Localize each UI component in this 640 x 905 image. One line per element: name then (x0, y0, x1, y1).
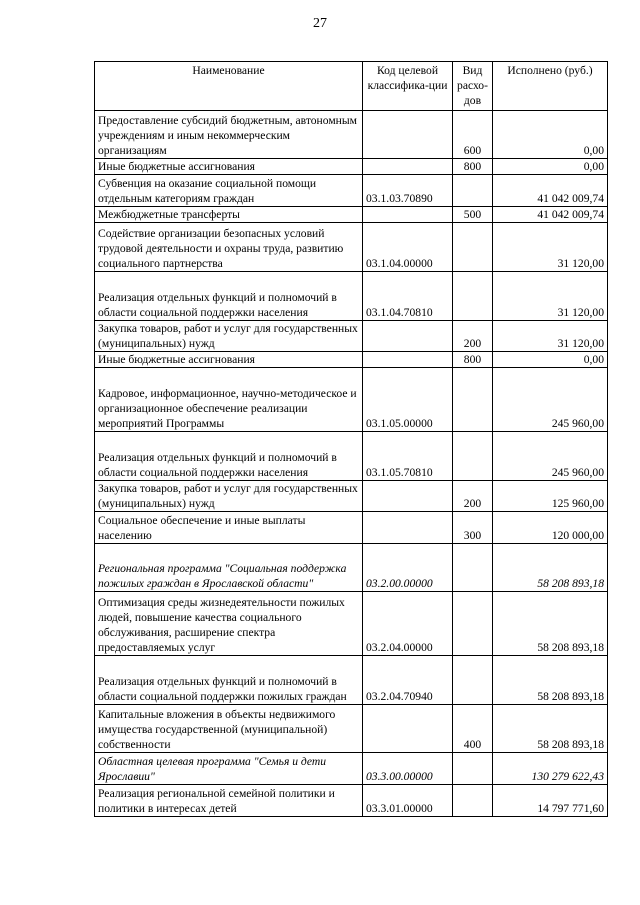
table-row (95, 705, 608, 753)
row-code-cell (363, 512, 453, 544)
row-name-cell: Региональная программа "Социальная поддержка пожилых граждан в Ярославской области" (95, 544, 363, 592)
row-name-cell: Реализация отдельных функций и полномочий в области социальной поддержки пожилых граждан (95, 656, 363, 705)
row-vid-cell: 200 (453, 481, 493, 512)
row-sum-cell: 130 279 622,43 (493, 753, 608, 785)
row-sum-cell: 58 208 893,18 (493, 592, 608, 656)
row-sum-cell: 0,00 (493, 159, 608, 175)
row-vid-cell: 600 (453, 111, 493, 159)
table-row (95, 368, 608, 432)
row-sum-cell: 31 120,00 (493, 223, 608, 272)
table-row (95, 512, 608, 544)
row-sum-cell: 245 960,00 (493, 432, 608, 481)
table-row (95, 352, 608, 368)
row-code-cell (363, 321, 453, 352)
row-sum-cell: 41 042 009,74 (493, 175, 608, 207)
row-name-cell: Субвенция на оказание социальной помощи отдельным категориям граждан (95, 175, 363, 207)
table-row (95, 481, 608, 512)
budget-table (94, 61, 608, 817)
row-sum-cell: 58 208 893,18 (493, 705, 608, 753)
row-sum-cell: 58 208 893,18 (493, 544, 608, 592)
row-name-cell: Предоставление субсидий бюджетным, автономным учреждениям и иным некоммерческим организациям (95, 111, 363, 159)
row-sum-cell: 0,00 (493, 111, 608, 159)
row-sum-cell: 31 120,00 (493, 272, 608, 321)
row-vid-cell (453, 272, 493, 321)
row-name-cell: Оптимизация среды жизнедеятельности пожилых людей, повышение качества социального обслуживания, расширение спектра предоставляемых услуг (95, 592, 363, 656)
row-code-cell (363, 352, 453, 368)
row-vid-cell: 800 (453, 352, 493, 368)
row-vid-cell (453, 544, 493, 592)
row-name-cell: Содействие организации безопасных условий трудовой деятельности и охраны труда, развитию социального партнерства (95, 223, 363, 272)
row-name-cell: Закупка товаров, работ и услуг для государственных (муниципальных) нужд (95, 481, 363, 512)
row-vid-cell: 400 (453, 705, 493, 753)
table-row (95, 223, 608, 272)
row-sum-cell: 125 960,00 (493, 481, 608, 512)
row-code-cell: 03.1.03.70890 (363, 175, 453, 207)
row-name-cell: Социальное обеспечение и иные выплаты населению (95, 512, 363, 544)
row-code-cell: 03.2.04.00000 (363, 592, 453, 656)
row-vid-cell (453, 368, 493, 432)
row-vid-cell (453, 656, 493, 705)
page-number: 27 (313, 16, 327, 31)
table-row (95, 272, 608, 321)
row-code-cell: 03.1.05.70810 (363, 432, 453, 481)
row-sum-cell: 120 000,00 (493, 512, 608, 544)
table-body (95, 111, 608, 817)
row-code-cell: 03.1.05.00000 (363, 368, 453, 432)
row-sum-cell: 245 960,00 (493, 368, 608, 432)
row-name-cell: Областная целевая программа "Семья и дети Ярославии" (95, 753, 363, 785)
row-vid-cell (453, 592, 493, 656)
row-sum-cell: 14 797 771,60 (493, 785, 608, 817)
row-name-cell: Кадровое, информационное, научно-методическое и организационное обеспечение реализации мероприятий Программы (95, 368, 363, 432)
row-code-cell: 03.1.04.00000 (363, 223, 453, 272)
row-name-cell: Реализация отдельных функций и полномочий в области социальной поддержки населения (95, 432, 363, 481)
row-sum-cell: 0,00 (493, 352, 608, 368)
row-code-cell (363, 481, 453, 512)
table-header-row (95, 62, 608, 111)
header-sum: Исполнено (руб.) (493, 62, 608, 111)
row-sum-cell: 41 042 009,74 (493, 207, 608, 223)
row-vid-cell: 300 (453, 512, 493, 544)
row-name-cell: Капитальные вложения в объекты недвижимого имущества государственной (муниципальной) собственности (95, 705, 363, 753)
row-code-cell: 03.2.04.70940 (363, 656, 453, 705)
row-vid-cell (453, 785, 493, 817)
row-sum-cell: 58 208 893,18 (493, 656, 608, 705)
table-row (95, 111, 608, 159)
table-row (95, 207, 608, 223)
table-row (95, 159, 608, 175)
row-code-cell: 03.3.01.00000 (363, 785, 453, 817)
row-vid-cell: 800 (453, 159, 493, 175)
row-vid-cell: 500 (453, 207, 493, 223)
row-name-cell: Межбюджетные трансферты (95, 207, 363, 223)
table-row (95, 544, 608, 592)
table-row (95, 321, 608, 352)
row-vid-cell: 200 (453, 321, 493, 352)
table-row (95, 432, 608, 481)
row-name-cell: Закупка товаров, работ и услуг для государственных (муниципальных) нужд (95, 321, 363, 352)
row-name-cell: Иные бюджетные ассигнования (95, 352, 363, 368)
row-vid-cell (453, 753, 493, 785)
row-vid-cell (453, 432, 493, 481)
row-code-cell: 03.2.00.00000 (363, 544, 453, 592)
row-code-cell (363, 159, 453, 175)
header-name: Наименование (95, 62, 363, 111)
row-vid-cell (453, 223, 493, 272)
row-name-cell: Реализация региональной семейной политики и политики в интересах детей (95, 785, 363, 817)
row-code-cell (363, 111, 453, 159)
row-vid-cell (453, 175, 493, 207)
table-row (95, 592, 608, 656)
row-name-cell: Реализация отдельных функций и полномочий в области социальной поддержки населения (95, 272, 363, 321)
row-code-cell (363, 207, 453, 223)
row-code-cell: 03.3.00.00000 (363, 753, 453, 785)
table-row (95, 175, 608, 207)
table-row (95, 656, 608, 705)
row-code-cell (363, 705, 453, 753)
table-row (95, 785, 608, 817)
row-code-cell: 03.1.04.70810 (363, 272, 453, 321)
row-sum-cell: 31 120,00 (493, 321, 608, 352)
header-code: Код целевой классифика-ции (363, 62, 453, 111)
row-name-cell: Иные бюджетные ассигнования (95, 159, 363, 175)
header-vid: Вид расхо-дов (453, 62, 493, 111)
table-row (95, 753, 608, 785)
